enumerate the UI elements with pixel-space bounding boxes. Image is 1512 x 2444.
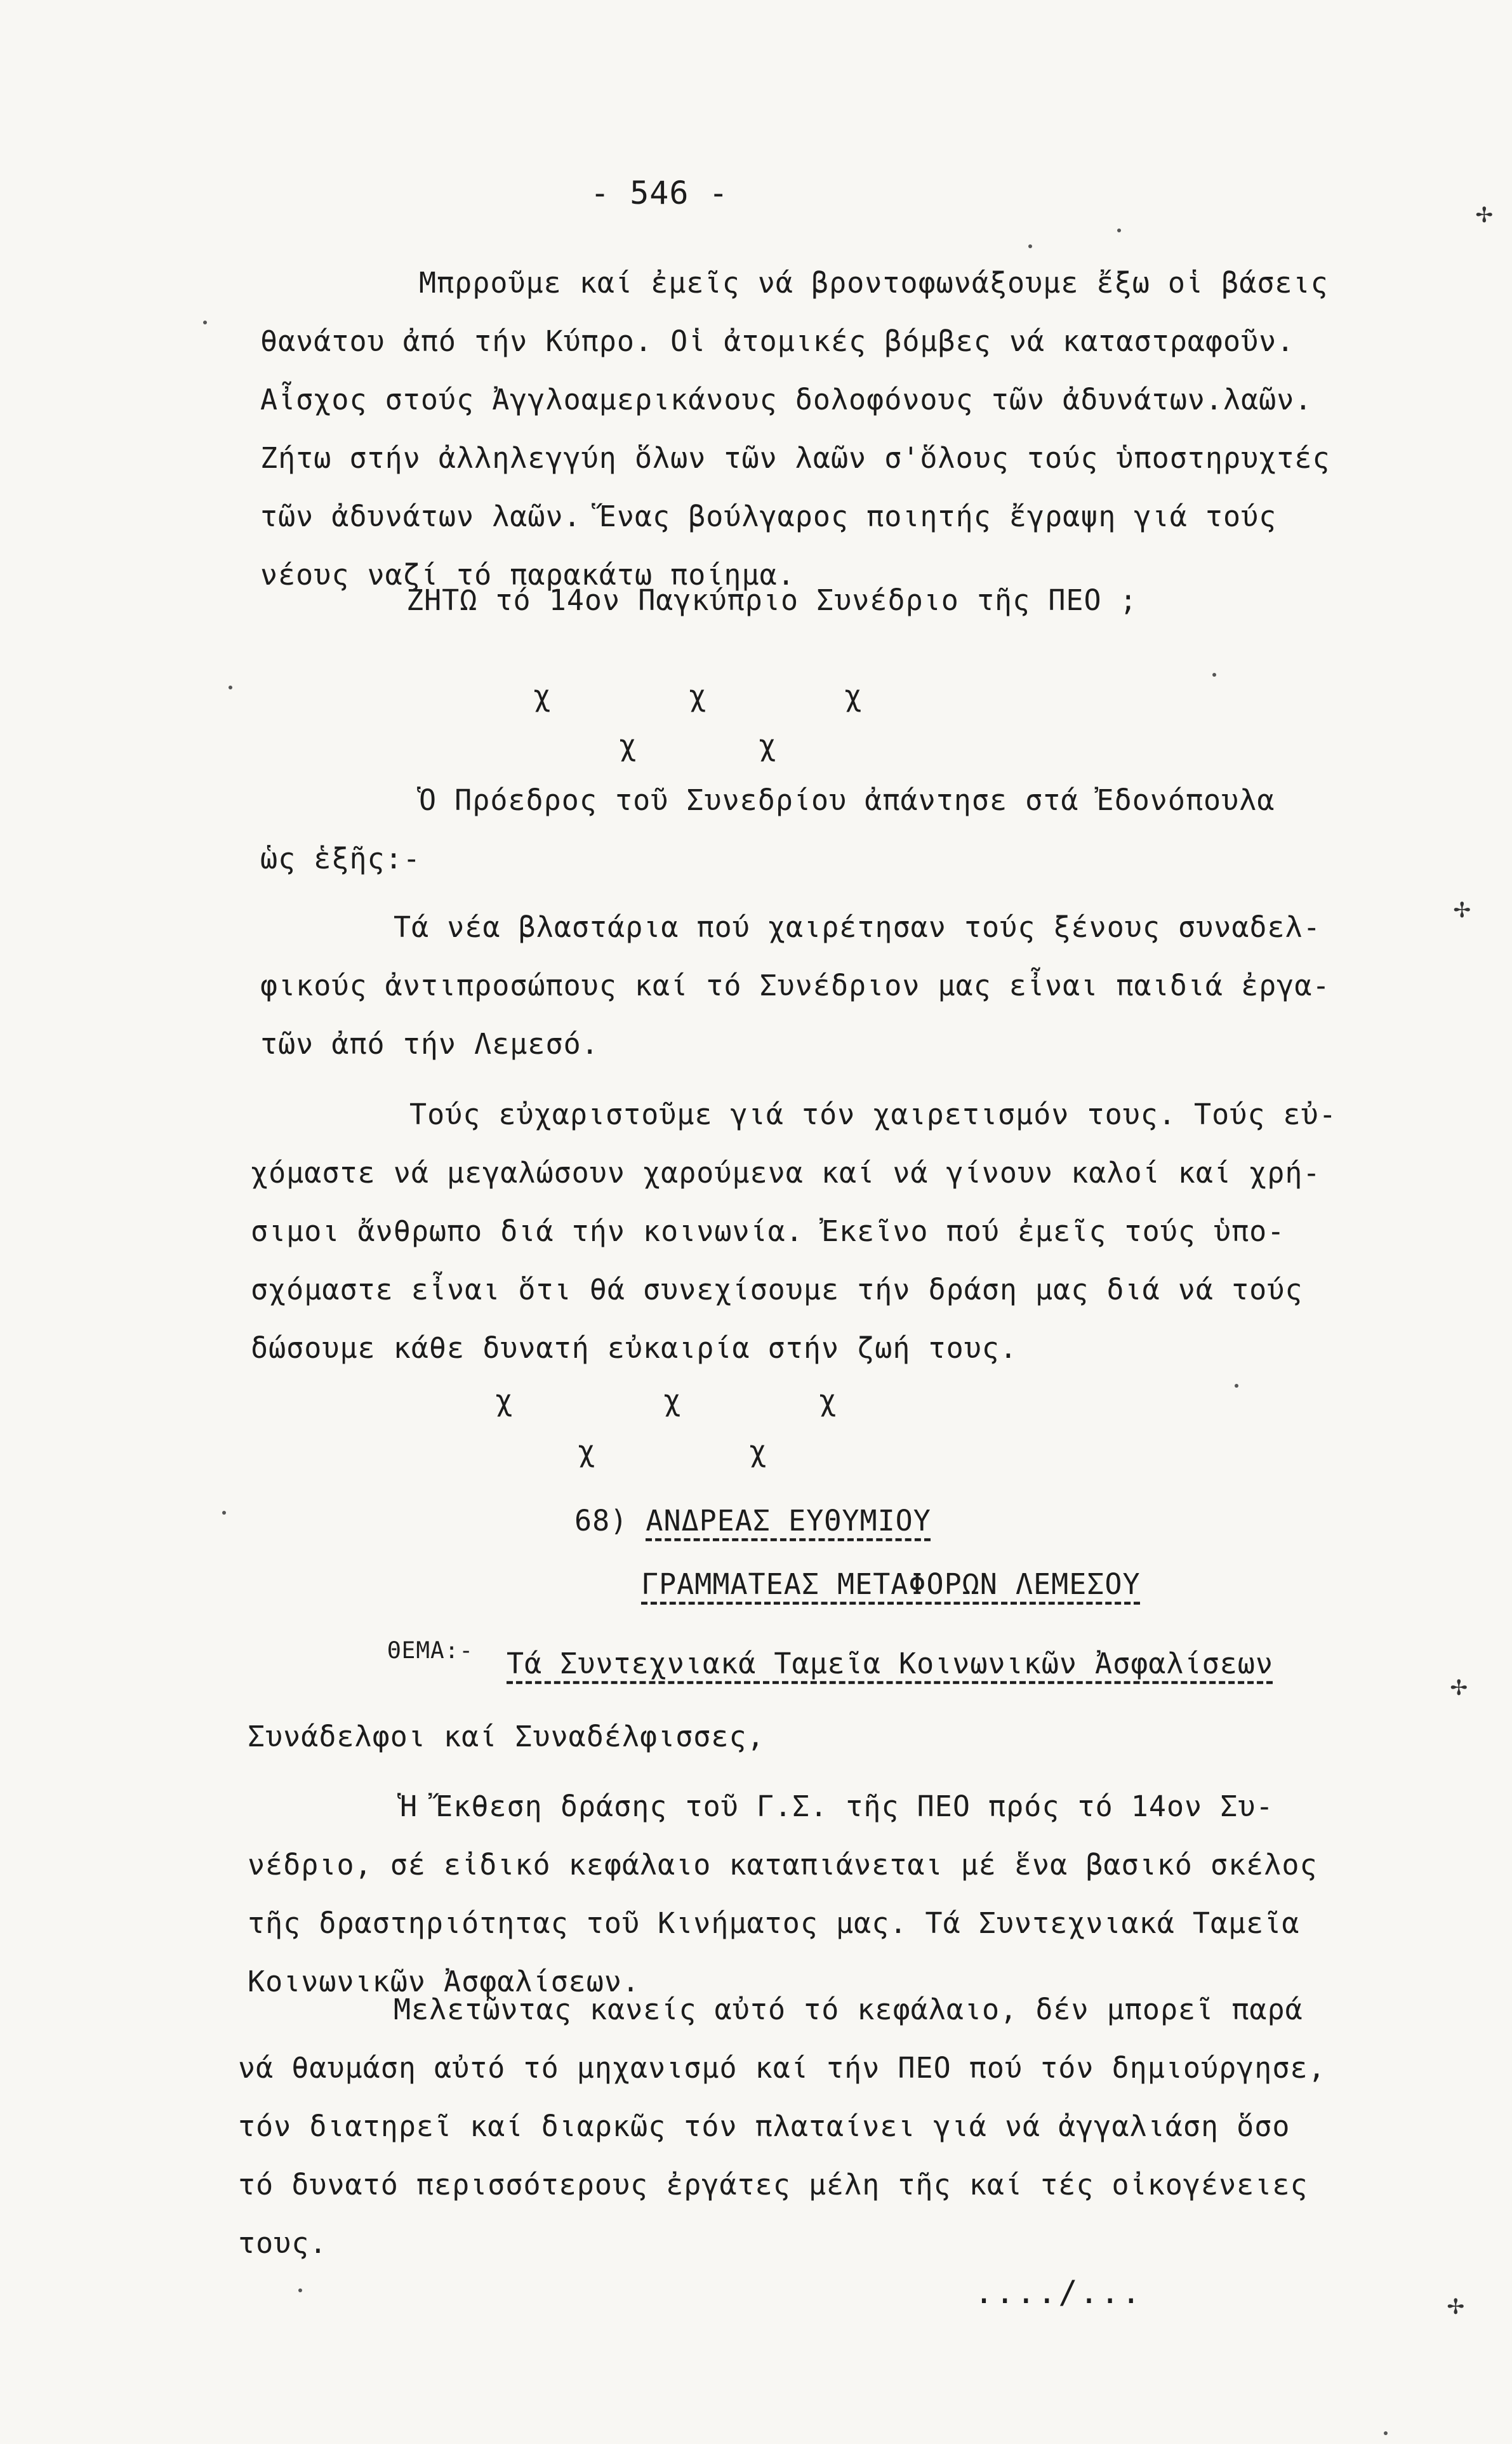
paragraph-line: σιμοι ἄνθρωπο διά τήν κοινωνία. Ἐκεῖνο πού ἐμεῖς τούς ὑπο- xyxy=(251,1214,1285,1248)
separator-mark: χ xyxy=(619,728,637,762)
scan-speck xyxy=(1384,2431,1388,2435)
scan-speck xyxy=(1028,244,1032,248)
paragraph-line: Ζήτω στήν ἀλληλεγγύη ὅλων τῶν λαῶν σ'ὅλους τούς ὑποστηρυχτές xyxy=(260,441,1330,475)
paragraph-line: τῶν ἀδυνάτων λαῶν. Ἕνας βούλγαρος ποιητής ἔγραψη γιά τούς xyxy=(260,500,1277,533)
separator-mark: χ xyxy=(844,679,863,713)
theme-title: Τά Συντεχνιακά Ταμεῖα Κοινωνικῶν Ἀσφαλίσεων xyxy=(507,1647,1273,1680)
paragraph-line: τῆς δραστηριότητας τοῦ Κινήματος μας. Τά Συντεχνιακά Ταμεῖα xyxy=(248,1906,1300,1940)
paragraph-line: τους. xyxy=(238,2226,328,2260)
slogan-line: ΖΗΤΩ τό 14ον Παγκύπριο Συνέδριο τῆς ΠΕΟ ; xyxy=(406,583,1137,617)
scan-speck xyxy=(203,321,207,324)
speaker-name: ΑΝΔΡΕΑΣ ΕΥΘΥΜΙΟΥ xyxy=(646,1504,931,1537)
speaker-heading xyxy=(574,1492,931,1550)
intro-paragraph xyxy=(260,254,1330,604)
paragraph-line: Ὁ Πρόεδρος τοῦ Συνεδρίου ἀπάντησε στά Ἐδονόπουλα xyxy=(419,783,1275,817)
paragraph-line: Αἶσχος στούς Ἀγγλοαμερικάνους δολοφόνους τῶν ἀδυνάτων.λαῶν. xyxy=(260,383,1313,416)
theme-label: ΘΕΜΑ:- xyxy=(387,1638,474,1664)
separator-mark: χ xyxy=(749,1434,767,1468)
paragraph-line: σχόμαστε εἶναι ὅτι θά συνεχίσουμε τήν δράση μας διά νά τούς xyxy=(251,1273,1303,1306)
paragraph-line: Κοινωνικῶν Ἀσφαλίσεων. xyxy=(248,1965,640,1998)
paragraph-line: Μελετῶντας κανείς αὐτό τό κεφάλαιο, δέν μπορεῖ παρά xyxy=(394,1993,1303,2026)
paragraph-line: δώσουμε κάθε δυνατή εὐκαιρία στήν ζωή τους. xyxy=(251,1331,1018,1365)
thanks-paragraph xyxy=(251,1086,1337,1378)
paragraph-line: φικούς ἀντιπροσώπους καί τό Συνέδριον μας εἶναι παιδιά ἐργα- xyxy=(260,969,1330,1002)
report-paragraph xyxy=(248,1777,1318,2011)
paragraph-line: Τούς εὐχαριστοῦμε γιά τόν χαιρετισμόν τους. Τούς εὐ- xyxy=(409,1098,1337,1131)
scan-speck xyxy=(298,2288,302,2292)
scan-cross-mark: ✢ xyxy=(1454,892,1471,924)
paragraph-line: χόμαστε νά μεγαλώσουν χαρούμενα καί νά γίνουν καλοί καί χρή- xyxy=(251,1156,1321,1190)
separator-mark: χ xyxy=(578,1434,596,1468)
paragraph-line: Ἡ Ἔκθεση δράσης τοῦ Γ.Σ. τῆς ΠΕΟ πρός τό 14ον Συ- xyxy=(400,1790,1274,1823)
separator-mark: χ xyxy=(759,728,777,762)
paragraph-line: τῶν ἀπό τήν Λεμεσό. xyxy=(260,1027,599,1061)
scan-speck xyxy=(1212,673,1216,677)
paragraph-line: ὡς ἑξῆς:- xyxy=(260,842,421,875)
scan-speck xyxy=(1117,229,1121,232)
paragraph-line: τό δυνατό περισσότερους ἐργάτες μέλη τῆς καί τές οἰκογένειες xyxy=(238,2168,1308,2202)
youth-paragraph xyxy=(260,898,1330,1073)
separator-mark: χ xyxy=(819,1383,837,1418)
speaker-role: ΓΡΑΜΜΑΤΕΑΣ ΜΕΤΑΦΟΡΩΝ ΛΕΜΕΣΟΥ xyxy=(641,1567,1141,1601)
scan-speck xyxy=(229,686,232,689)
scan-cross-mark: ✢ xyxy=(1450,1670,1468,1702)
paragraph-line: Μπρροῦμε καί ἐμεῖς νά βροντοφωνάξουμε ἔξω οἱ βάσεις xyxy=(419,266,1329,300)
paragraph-line: νά θαυμάση αὐτό τό μηχανισμό καί τήν ΠΕΟ πού τόν δημιούργησε, xyxy=(238,2051,1326,2085)
reply-paragraph xyxy=(260,771,1275,888)
separator-mark: χ xyxy=(689,679,707,713)
paragraph-line: νέους ναζί τό παρακάτω ποίημα. xyxy=(260,558,795,592)
scan-speck xyxy=(222,1511,226,1515)
continuation-mark: ..../... xyxy=(974,2274,1143,2311)
study-paragraph xyxy=(238,1981,1326,2273)
speaker-number: 68) xyxy=(574,1504,628,1537)
salutation: Συνάδελφοι καί Συναδέλφισσες, xyxy=(248,1720,765,1753)
paragraph-line: νέδριο, σέ εἰδικό κεφάλαιο καταπιάνεται μέ ἕνα βασικό σκέλος xyxy=(248,1848,1318,1882)
paragraph-line: Τά νέα βλαστάρια πού χαιρέτησαν τούς ξένους συναδελ- xyxy=(394,910,1321,944)
separator-mark: χ xyxy=(663,1383,682,1418)
scan-cross-mark: ✢ xyxy=(1447,2288,1465,2321)
paragraph-line: θανάτου ἀπό τήν Κύπρο. Οἱ ἀτομικές βόμβες νά καταστραφοῦν. xyxy=(260,324,1295,358)
paragraph-line: τόν διατηρεῖ καί διαρκῶς τόν πλαταίνει γιά νά ἀγγαλιάση ὅσο xyxy=(238,2109,1290,2143)
scan-speck xyxy=(1235,1384,1238,1388)
page-number: - 546 - xyxy=(590,175,729,211)
scan-cross-mark: ✢ xyxy=(1476,197,1494,229)
separator-mark: χ xyxy=(495,1383,514,1418)
separator-mark: χ xyxy=(533,679,552,713)
